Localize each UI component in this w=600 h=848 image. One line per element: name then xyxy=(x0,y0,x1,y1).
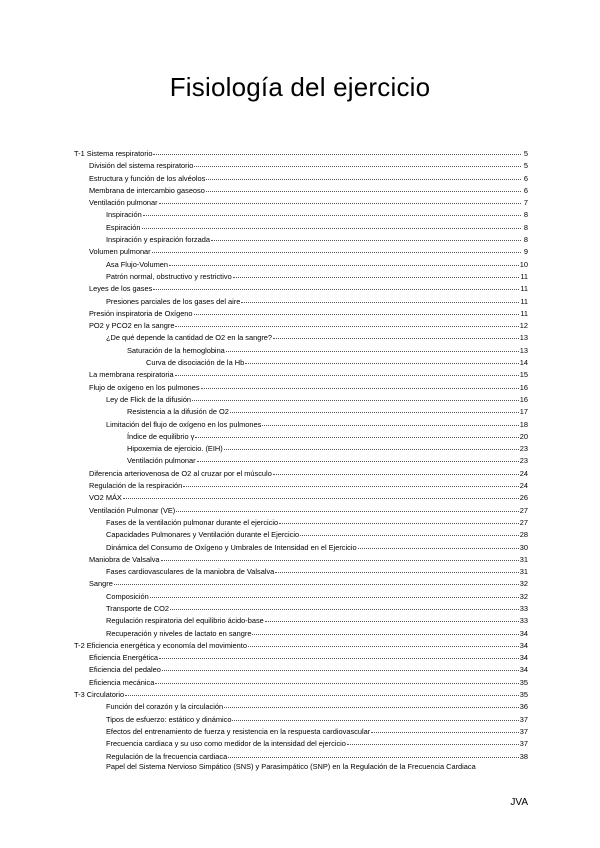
toc-entry-page-number: 30 xyxy=(519,542,528,552)
toc-entry-label: Tipos de esfuerzo: estático y dinámico xyxy=(106,714,232,724)
toc-entry-page-number: 9 xyxy=(523,247,528,257)
toc-leader-dots xyxy=(347,735,519,745)
toc-leader-dots xyxy=(150,588,519,598)
toc-leader-dots xyxy=(192,391,519,401)
toc-leader-dots xyxy=(175,317,518,327)
toc-leader-dots xyxy=(142,219,521,229)
toc-leader-dots xyxy=(170,600,519,610)
toc-entry-page-number: 10 xyxy=(519,259,528,269)
toc-entry-page-number: 5 xyxy=(523,149,528,158)
toc-entry-page-number: 34 xyxy=(519,640,528,650)
toc-entry-page-number: 32 xyxy=(519,591,528,601)
toc-leader-dots xyxy=(371,723,519,733)
toc-leader-dots xyxy=(252,625,518,635)
toc-entry-page-number: 11 xyxy=(520,308,528,318)
toc-entry-label: Capacidades Pulmonares y Ventilación durante el Ejercicio xyxy=(106,530,300,540)
toc-entry-label: Patrón normal, obstructivo y restrictivo xyxy=(106,271,232,281)
toc-leader-dots xyxy=(226,342,519,352)
toc-entry-label: Frecuencia cardiaca y su uso como medidor de la intensidad del ejercicio xyxy=(106,739,346,749)
toc-entry-label: Presión inspiratoria de Oxígeno xyxy=(89,308,193,318)
toc-entry-page-number: 27 xyxy=(519,505,528,515)
toc-entry-label: Recuperación y niveles de lactato en sangre xyxy=(106,628,252,638)
toc-entry-label: VO2 MÁX xyxy=(89,493,122,503)
toc-entry-label: Eficiencia mecánica xyxy=(89,677,155,687)
toc-leader-dots xyxy=(211,231,521,241)
toc-entry-page-number: 34 xyxy=(519,665,528,675)
toc-entry-label: Efectos del entrenamiento de fuerza y resistencia en la respuesta cardiovascular xyxy=(106,726,371,736)
toc-entry-page-number: 20 xyxy=(519,431,528,441)
toc-leader-dots xyxy=(153,145,521,155)
toc-leader-dots xyxy=(161,551,519,561)
toc-entry-label: Ventilación Pulmonar (VE) xyxy=(89,505,176,515)
toc-entry-page-number: 7 xyxy=(523,198,528,208)
toc-entry-label: Dinámica del Consumo de Oxígeno y Umbrales de Intensidad en el Ejercicio xyxy=(106,542,357,552)
toc-leader-dots xyxy=(228,748,519,758)
toc-leader-dots xyxy=(169,256,519,266)
toc-entry-label: Fases de la ventilación pulmonar durante el ejercicio xyxy=(106,517,279,527)
toc-entry-label: Ventilación pulmonar xyxy=(127,456,196,466)
toc-entry-label: Leyes de los gases xyxy=(89,284,153,294)
toc-entry-label: Sangre xyxy=(89,579,113,589)
toc-entry-page-number: 35 xyxy=(519,690,528,700)
toc-entry-label: Papel del Sistema Nervioso Simpático (SNS) y Parasimpático (SNP) en la Regulación de la Frecuencia Cardiaca xyxy=(106,761,476,771)
toc-leader-dots xyxy=(224,440,519,450)
toc-entry-label: Índice de equilibrio γ xyxy=(127,431,195,441)
toc-entry-page-number: 37 xyxy=(519,714,528,724)
toc-entry-label: T-3 Circulatorio xyxy=(74,690,125,700)
toc-leader-dots xyxy=(197,452,519,462)
toc-entry-page-number: 5 xyxy=(523,161,528,171)
toc-entry-label: Regulación de la frecuencia cardiaca xyxy=(106,751,228,761)
toc-entry-page-number: 31 xyxy=(519,554,528,564)
toc-entry[interactable] xyxy=(74,749,528,761)
toc-entry-page-number: 34 xyxy=(519,628,528,638)
toc-leader-dots xyxy=(230,403,519,413)
toc-entry-label: Diferencia arteriovenosa de O2 al cruzar por el músculo xyxy=(89,468,272,478)
toc-entry-page-number: 14 xyxy=(519,358,528,368)
toc-leader-dots xyxy=(273,465,519,475)
toc-leader-dots xyxy=(358,539,519,549)
toc-leader-dots xyxy=(123,489,519,499)
toc-entry-page-number: 33 xyxy=(519,603,528,613)
toc-entry-page-number: 6 xyxy=(523,173,528,183)
toc-entry-page-number: 16 xyxy=(519,394,528,404)
toc-entry-label: La membrana respiratoria xyxy=(89,370,174,380)
toc-leader-dots xyxy=(241,293,519,303)
document-title: Fisiología del ejercicio xyxy=(169,72,431,102)
toc-entry-label: Inspiración xyxy=(106,210,142,220)
toc-entry-label: Eficiencia Energética xyxy=(89,653,159,663)
toc-entry-page-number: 32 xyxy=(519,579,528,589)
toc-leader-dots xyxy=(262,416,518,426)
toc-entry-page-number: 8 xyxy=(523,222,528,232)
toc-leader-dots xyxy=(114,575,519,585)
toc-entry-label: Hipoxemia de ejercicio. (EIH) xyxy=(127,444,223,454)
table-of-contents xyxy=(74,146,528,773)
toc-leader-dots xyxy=(265,612,519,622)
toc-entry-page-number: 27 xyxy=(519,517,528,527)
toc-leader-dots xyxy=(152,243,521,253)
toc-entry-page-number: 18 xyxy=(519,419,528,429)
toc-entry-page-number: 11 xyxy=(520,284,528,294)
toc-entry-label: Resistencia a la difusión de O2 xyxy=(127,407,229,417)
toc-entry-page-number: 37 xyxy=(519,726,528,736)
toc-entry-label: Presiones parciales de los gases del aire xyxy=(106,296,241,306)
toc-entry-page-number: 23 xyxy=(519,456,528,466)
toc-entry-label: Inspiración y espiración forzada xyxy=(106,235,210,245)
toc-leader-dots xyxy=(224,698,519,708)
toc-leader-dots xyxy=(143,206,521,216)
toc-leader-dots xyxy=(176,502,518,512)
toc-entry-label: Fases cardiovasculares de la maniobra de Valsalva xyxy=(106,567,275,577)
toc-entry-label: Asa Flujo-Volumen xyxy=(106,259,169,269)
toc-leader-dots xyxy=(245,354,519,364)
footer-initials: JVA xyxy=(510,797,528,808)
toc-entry[interactable] xyxy=(74,761,528,773)
toc-entry-page-number: 38 xyxy=(519,751,528,761)
toc-entry-label: Saturación de la hemoglobina xyxy=(127,345,225,355)
toc-leader-dots xyxy=(162,661,519,671)
toc-entry-page-number: 33 xyxy=(519,616,528,626)
toc-entry-page-number: 8 xyxy=(523,210,528,220)
toc-leader-dots xyxy=(279,514,519,524)
toc-entry-page-number: 13 xyxy=(519,333,528,343)
toc-entry-label: Transporte de CO2 xyxy=(106,603,169,613)
toc-entry-page-number: 16 xyxy=(519,382,528,392)
toc-leader-dots xyxy=(273,329,519,339)
toc-entry-label: Limitación del flujo de oxígeno en los pulmones xyxy=(106,419,262,429)
toc-leader-dots xyxy=(175,366,519,376)
toc-entry-label: Estructura y función de los alvéolos xyxy=(89,173,206,183)
toc-leader-dots xyxy=(159,649,519,659)
toc-leader-dots xyxy=(183,477,519,487)
toc-entry-label: T-2 Eficiencia energética y economía del movimiento xyxy=(74,640,247,650)
toc-entry-page-number: 36 xyxy=(519,702,528,712)
toc-leader-dots xyxy=(206,170,521,180)
toc-entry-page-number: 24 xyxy=(519,468,528,478)
toc-entry-label: Ley de Flick de la difusión xyxy=(106,394,192,404)
toc-entry-label: Maniobra de Valsalva xyxy=(89,554,160,564)
toc-entry-page-number: 28 xyxy=(519,530,528,540)
toc-entry-page-number: 35 xyxy=(519,677,528,687)
toc-entry-page-number: 31 xyxy=(519,567,528,577)
toc-leader-dots xyxy=(233,268,520,278)
toc-entry-page-number: 8 xyxy=(523,235,528,245)
toc-entry-page-number: 6 xyxy=(523,185,528,195)
toc-leader-dots xyxy=(125,686,519,696)
toc-entry-page-number: 13 xyxy=(519,345,528,355)
toc-entry-label: Curva de disociación de la Hb xyxy=(146,358,245,368)
toc-entry-label: Membrana de intercambio gaseoso xyxy=(89,185,205,195)
toc-leader-dots xyxy=(195,428,518,438)
toc-entry-page-number: 15 xyxy=(519,370,528,380)
toc-leader-dots xyxy=(153,280,519,290)
toc-leader-dots xyxy=(300,526,519,536)
toc-entry-page-number: 11 xyxy=(520,296,528,306)
toc-leader-dots xyxy=(155,674,518,684)
toc-entry-label: Regulación respiratoria del equilibrio ácido-base xyxy=(106,616,264,626)
toc-entry-page-number: 23 xyxy=(519,444,528,454)
toc-leader-dots xyxy=(206,182,521,192)
toc-leader-dots xyxy=(194,305,520,315)
toc-entry-page-number: 11 xyxy=(520,271,528,281)
toc-entry-page-number: 12 xyxy=(519,321,528,331)
toc-entry-label: PO2 y PCO2 en la sangre xyxy=(89,321,175,331)
toc-entry-label: Eficiencia del pedaleo xyxy=(89,665,161,675)
toc-entry-label: Volumen pulmonar xyxy=(89,247,151,257)
toc-leader-dots xyxy=(201,379,519,389)
toc-entry-label: Composición xyxy=(106,591,149,601)
toc-leader-dots xyxy=(248,637,519,647)
toc-leader-dots xyxy=(275,563,518,573)
toc-entry-page-number: 17 xyxy=(519,407,528,417)
toc-entry-page-number: 24 xyxy=(519,481,528,491)
toc-entry-label: Función del corazón y la circulación xyxy=(106,702,224,712)
toc-entry-label: ¿De qué depende la cantidad de O2 en la sangre? xyxy=(106,333,273,343)
toc-entry-page-number: 34 xyxy=(519,653,528,663)
toc-entry-label: T-1 Sistema respiratorio xyxy=(74,149,153,158)
toc-entry-label: División del sistema respiratorio xyxy=(89,161,194,171)
toc-leader-dots xyxy=(194,157,521,167)
toc-leader-dots xyxy=(159,194,521,204)
toc-entry-label: Regulación de la respiración xyxy=(89,481,183,491)
toc-entry-page-number: 26 xyxy=(519,493,528,503)
toc-leader-dots xyxy=(232,711,518,721)
toc-entry-label: Ventilación pulmonar xyxy=(89,198,158,208)
toc-entry-page-number: 37 xyxy=(519,739,528,749)
toc-entry-label: Espiración xyxy=(106,222,141,232)
toc-entry-label: Flujo de oxígeno en los pulmones xyxy=(89,382,200,392)
